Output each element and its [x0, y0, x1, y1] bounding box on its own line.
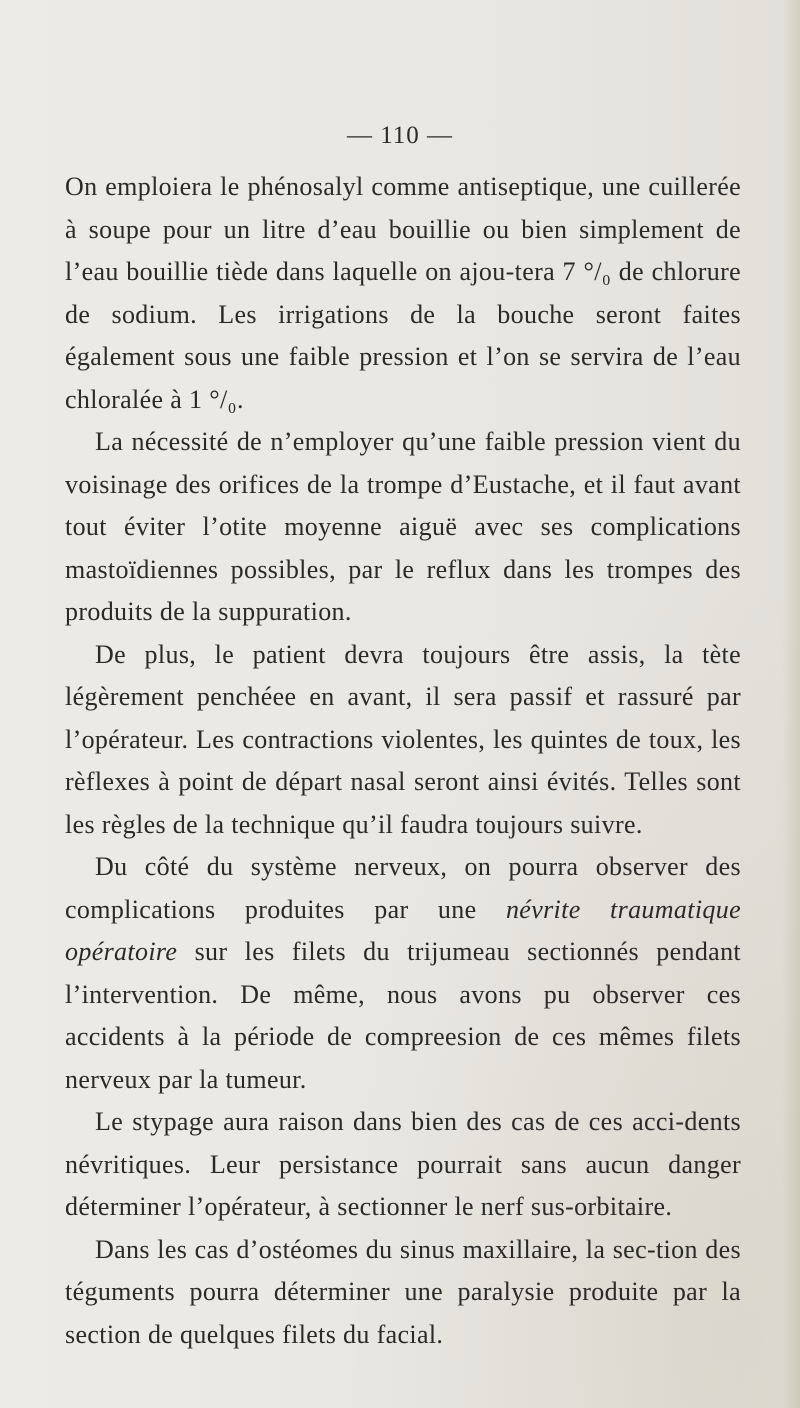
body-text	[65, 166, 741, 1356]
paragraph-4-end: sur les filets du trijumeau sectionnés pendant l’intervention. De même, nous avons pu observer ces accidents à la période de compreesion de ces mêmes filets nerveux par la tumeur.	[65, 937, 741, 1094]
paragraph-4-italic-term: névrite traumatique opératoire	[65, 894, 741, 966]
page-edge-shadow	[782, 0, 800, 1408]
paragraph-4-start: Du côté du système nerveux, on pourra observer des complications produites par une	[65, 852, 741, 924]
paragraph-1: On emploiera le phénosalyl comme antiseptique, une cuillerée à soupe pour un litre d’eau bouillie ou bien simplement de l’eau bouillie tiède dans laquelle on ajou-tera 7 °/₀ de chlorure de sodium. Les irrigations de la bouche seront faites également sous une faible pression et l’on se servira de l’eau chloralée à 1 °/₀.	[65, 172, 741, 414]
paragraph-6: Dans les cas d’ostéomes du sinus maxillaire, la sec-tion des téguments pourra déterminer une paralysie produite par la section de quelques filets du facial.	[65, 1234, 741, 1349]
paragraph-5: Le stypage aura raison dans bien des cas de ces acci-dents névritiques. Leur persistance pourrait sans aucun danger déterminer l’opérateur, à sectionner le nerf sus-orbitaire.	[65, 1107, 741, 1221]
paragraph-3: De plus, le patient devra toujours être assis, la tète légèrement penchéee en avant, il sera passif et rassuré par l’opérateur. Les contractions violentes, les quintes de toux, les rèflexes à point de départ nasal seront ainsi évités. Telles sont les règles de la technique qu’il faudra toujours suivre.	[65, 639, 741, 839]
paragraph-2: La nécessité de n’employer qu’une faible pression vient du voisinage des orifices de la trompe d’Eustache, et il faut avant tout éviter l’otite moyenne aiguë avec ses complications mastoïdiennes possibles, par le reflux dans les trompes des produits de la suppuration.	[65, 427, 741, 626]
paragraph-4	[65, 846, 741, 1101]
page-number: — 110 —	[346, 122, 454, 149]
